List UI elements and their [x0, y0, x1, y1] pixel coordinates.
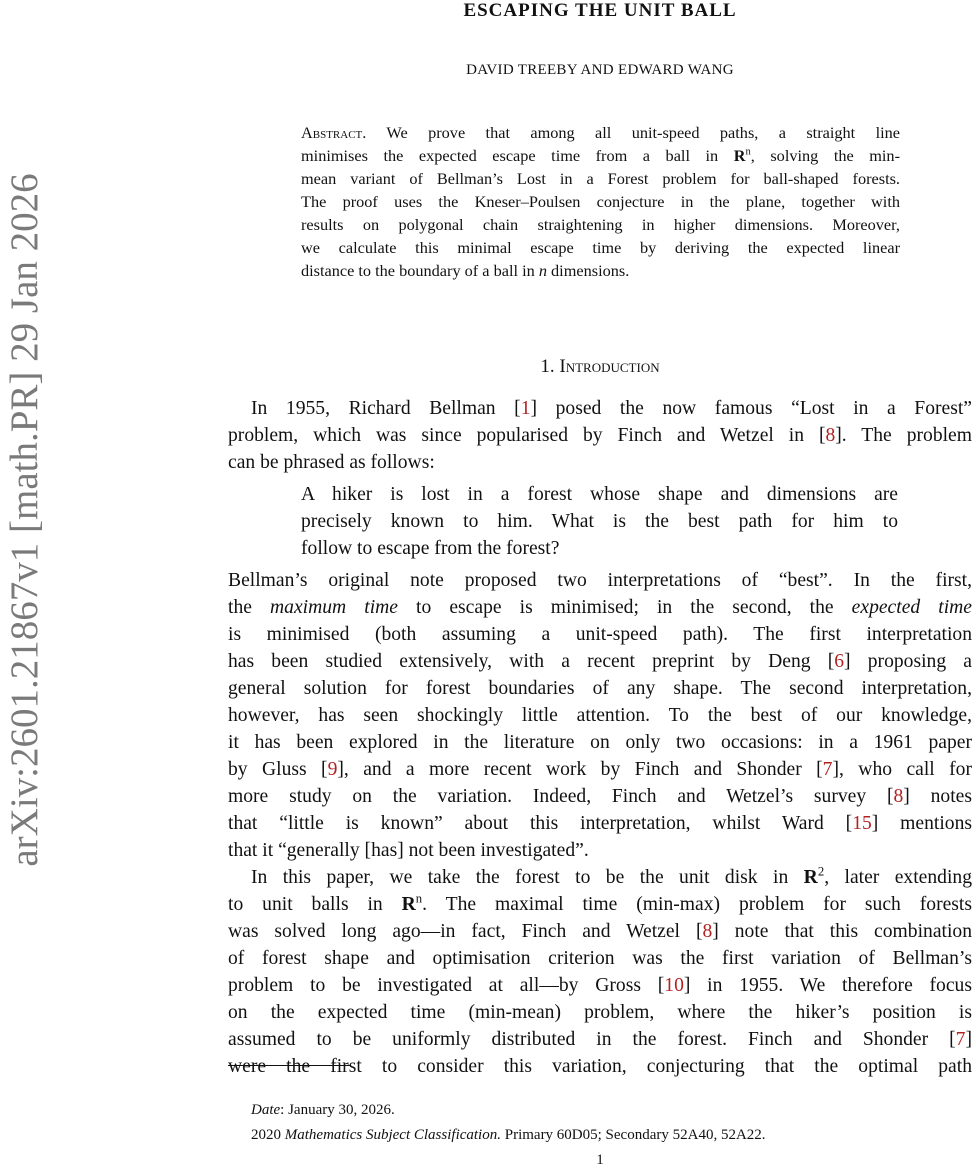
bold-symbol: R — [733, 146, 746, 165]
text-line — [228, 864, 972, 891]
text-line — [301, 167, 900, 190]
footnote-msc — [251, 1127, 766, 1144]
superscript: n — [745, 146, 751, 158]
text-run: it has been explored in the literature on only two occasions: in a 1961 paper — [228, 732, 972, 753]
text-run: assumed to be uniformly distributed in the forest. Finch and Shonder [ — [228, 1029, 956, 1050]
text-run: distance to the boundary of a ball in — [301, 261, 539, 280]
abstract-label: Abstract. — [301, 123, 367, 142]
bold-symbol: R — [401, 894, 416, 915]
text-line — [301, 481, 898, 508]
italic-text: expected time — [851, 597, 972, 618]
text-line — [228, 702, 972, 729]
text-run: that it “generally [has] not been investigated”. — [228, 840, 589, 861]
page-number: 1 — [596, 1152, 604, 1168]
text-line — [301, 213, 900, 236]
text-run: follow to escape from the forest? — [301, 538, 560, 559]
text-run: We prove that among all unit-speed paths, a straight line — [366, 123, 900, 142]
section-title: Introduction — [559, 356, 660, 377]
text-run: The proof uses the Kneser–Poulsen conjecture in the plane, together with — [301, 192, 900, 211]
footnote-date — [251, 1102, 395, 1119]
text-line — [301, 508, 898, 535]
text-line — [228, 567, 972, 594]
italic-text: n — [538, 261, 547, 280]
date-label: Date — [251, 1102, 281, 1118]
text-line — [228, 837, 972, 864]
citation-link[interactable]: 8 — [702, 921, 713, 942]
text-run: minimises the expected escape time from a ball in — [301, 146, 734, 165]
text-run: is minimised (both assuming a unit-speed path). The first interpretation — [228, 624, 972, 645]
citation-link[interactable]: 7 — [822, 759, 833, 780]
text-line — [228, 594, 972, 621]
text-run: general solution for forest boundaries of any shape. The second interpretation, — [228, 678, 972, 699]
text-line — [228, 999, 972, 1026]
text-run: however, has seen shockingly little attention. To the best of our knowledge, — [228, 705, 972, 726]
body-text — [228, 395, 972, 1080]
text-run: we calculate this minimal escape time by deriving the expected linear — [301, 238, 900, 257]
text-line — [228, 810, 972, 837]
citation-link[interactable]: 6 — [834, 651, 845, 672]
text-run: In 1955, Richard Bellman [ — [251, 398, 521, 419]
text-run: results on polygonal chain straightening in higher dimensions. Moreover, — [301, 215, 900, 234]
text-run: of forest shape and optimisation criterion was the first variation of Bellman’s — [228, 948, 972, 969]
text-run: has been studied extensively, with a recent preprint by Deng [ — [228, 651, 835, 672]
text-run: ], and a more recent work by Finch and Shonder [ — [337, 759, 823, 780]
text-run: A hiker is lost in a forest whose shape and dimensions are — [301, 484, 898, 505]
arxiv-stamp: arXiv:2601.21867v1 [math.PR] 29 Jan 2026 — [3, 173, 46, 867]
text-run: Bellman’s original note proposed two interpretations of “best”. In the first, — [228, 570, 972, 591]
text-line — [228, 395, 972, 422]
block-quote — [301, 481, 898, 562]
superscript: n — [415, 891, 423, 906]
text-run: ]. The problem — [835, 425, 972, 446]
date-value: : January 30, 2026. — [280, 1102, 395, 1118]
text-line — [301, 259, 900, 282]
paper-title: ESCAPING THE UNIT BALL — [463, 0, 737, 21]
citation-link[interactable]: 10 — [664, 975, 684, 996]
text-run: ] notes — [903, 786, 972, 807]
text-run: that “little is known” about this interpretation, whilst Ward [ — [228, 813, 853, 834]
text-run: mean variant of Bellman’s Lost in a Forest problem for ball-shaped forests. — [301, 169, 900, 188]
text-line — [228, 449, 972, 476]
superscript: 2 — [817, 864, 825, 879]
text-run: ] mentions — [871, 813, 973, 834]
text-line — [301, 190, 900, 213]
section-number: 1. — [540, 356, 555, 377]
text-run: , solving the min- — [750, 146, 900, 165]
text-line — [228, 972, 972, 999]
text-line — [228, 783, 972, 810]
text-run: ] proposing a — [844, 651, 972, 672]
text-run: ] posed the now famous “Lost in a Forest” — [530, 398, 972, 419]
bold-symbol: R — [803, 867, 818, 888]
text-run: to escape is minimised; in the second, the — [397, 597, 852, 618]
text-line — [301, 535, 898, 562]
text-run: by Gluss [ — [228, 759, 328, 780]
text-run: more study on the variation. Indeed, Finch and Wetzel’s survey [ — [228, 786, 894, 807]
text-run: ] — [965, 1029, 972, 1050]
text-run: problem to be investigated at all—by Gross [ — [228, 975, 665, 996]
text-line — [301, 144, 900, 167]
text-line — [228, 1053, 972, 1080]
citation-link[interactable]: 7 — [955, 1029, 966, 1050]
text-run: . The maximal time (min-max) problem for such forests — [422, 894, 972, 915]
text-line — [228, 891, 972, 918]
text-line — [228, 945, 972, 972]
paper-authors: DAVID TREEBY AND EDWARD WANG — [466, 62, 734, 78]
text-line — [228, 422, 972, 449]
italic-text: maximum time — [270, 597, 398, 618]
text-line — [228, 621, 972, 648]
text-run: , later extending — [824, 867, 972, 888]
text-run: on the expected time (min-mean) problem, where the hiker’s position is — [228, 1002, 972, 1023]
citation-link[interactable]: 8 — [893, 786, 904, 807]
text-run: dimensions. — [546, 261, 630, 280]
text-run: to unit balls in — [228, 894, 402, 915]
text-run: problem, which was since popularised by Finch and Wetzel in [ — [228, 425, 826, 446]
paragraph-2 — [228, 567, 972, 864]
text-line — [228, 756, 972, 783]
citation-link[interactable]: 9 — [327, 759, 338, 780]
text-line — [301, 121, 900, 144]
text-line — [228, 918, 972, 945]
citation-link[interactable]: 15 — [852, 813, 872, 834]
abstract — [301, 121, 900, 282]
section-heading — [228, 356, 972, 378]
text-run: precisely known to him. What is the best path for him to — [301, 511, 898, 532]
msc-value: Primary 60D05; Secondary 52A40, 52A22. — [500, 1127, 766, 1143]
footnote-rule — [228, 1065, 350, 1066]
text-line — [228, 648, 972, 675]
msc-year: 2020 — [251, 1127, 285, 1143]
paragraph-3 — [228, 864, 972, 1080]
text-run: ] note that this combination — [712, 921, 972, 942]
msc-label: Mathematics Subject Classification. — [284, 1127, 501, 1143]
text-run: were the first to consider this variation, conjecturing that the optimal path — [228, 1056, 972, 1077]
text-run: can be phrased as follows: — [228, 452, 435, 473]
citation-link[interactable]: 1 — [520, 398, 531, 419]
text-line — [228, 729, 972, 756]
abstract-lines — [301, 121, 900, 282]
text-run: In this paper, we take the forest to be the unit disk in — [251, 867, 804, 888]
text-line — [228, 675, 972, 702]
text-run: ], who call for — [832, 759, 973, 780]
text-run: was solved long ago—in fact, Finch and Wetzel [ — [228, 921, 703, 942]
citation-link[interactable]: 8 — [825, 425, 836, 446]
text-line — [228, 1026, 972, 1053]
text-run: ] in 1955. We therefore focus — [683, 975, 972, 996]
paragraph-1 — [228, 395, 972, 476]
text-run: the — [228, 597, 270, 618]
text-line — [301, 236, 900, 259]
